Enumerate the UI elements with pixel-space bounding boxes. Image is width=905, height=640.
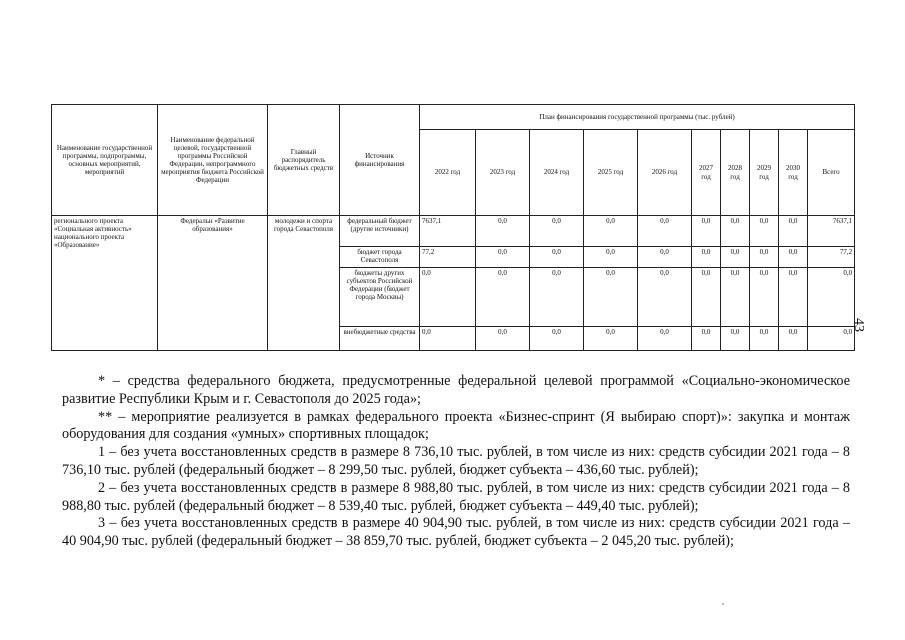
table-cell: 0,0 [476,327,530,351]
table-cell: 0,0 [779,247,808,268]
header-program-name: Наименование государственной программы, подпрограммы, основных мероприятий, мероприятий [52,105,158,216]
table-cell: 0,0 [476,247,530,268]
financing-table-wrapper [51,104,854,351]
footnote-business-sprint: ** – мероприятие реализуется в рамках федерального проекта «Бизнес-спринт (Я выбираю спорт)»: закупка и монтаж оборудования для создания «умных» спортивных площадок; [62,408,850,443]
table-cell: 0,0 [750,268,779,327]
table-cell: 7637,1 [420,216,476,247]
header-year: 2025 год [584,130,638,216]
footnote-3: 3 – без учета восстановленных средств в размере 40 904,90 тыс. рублей, в том числе из них: средств субсидии 2021 года – 40 904,90 тыс. рублей (федеральный бюджет – 38 859,70 тыс. рублей, бюджет субъекта – 2 045,20 тыс. рублей); [62,515,850,550]
table-cell: 0,0 [584,327,638,351]
table-cell: 0,0 [721,216,750,247]
table-cell: 0,0 [808,268,855,327]
header-total: Всего [808,130,855,216]
header-year: 2023 год [476,130,530,216]
header-distributor: Главный распорядитель бюджетных средств [268,105,340,216]
table-cell: 7637,1 [808,216,855,247]
table-cell: 0,0 [530,268,584,327]
financing-table [51,104,855,351]
table-cell: 0,0 [750,247,779,268]
table-cell: 0,0 [420,268,476,327]
header-source: Источник финансирования [340,105,420,216]
table-cell: 0,0 [721,268,750,327]
header-year: 2028 год [721,130,750,216]
header-year: 2027 год [692,130,721,216]
table-cell: 0,0 [750,327,779,351]
table-cell: 0,0 [638,247,692,268]
table-cell: 0,0 [638,216,692,247]
footnote-1: 1 – без учета восстановленных средств в размере 8 736,10 тыс. рублей, в том числе из них: средств субсидии 2021 года – 8 736,10 тыс. рублей (федеральный бюджет – 8 299,50 тыс. рублей, бюджет субъекта – 436,60 тыс. рублей); [62,444,850,478]
table-cell: 0,0 [692,247,721,268]
footnote-federal-budget: * – средства федерального бюджета, предусмотренные федеральной целевой программой «Социально-экономическое развитие Республики Крым и г. Севастополя до 2025 года»; [62,373,850,407]
cell-source: бюджеты других субъектов Российской Федерации (бюджет города Москвы) [340,268,420,327]
table-cell: 77,2 [420,247,476,268]
table-cell: 0,0 [779,216,808,247]
cell-program-name: регионального проекта «Социальная активность» национального проекта «Образование» [52,216,158,351]
table-cell: 0,0 [721,247,750,268]
cell-source: внебюджетные средства [340,327,420,351]
header-year: 2022 год [420,130,476,216]
table-cell: 0,0 [530,216,584,247]
table-cell: 0,0 [692,216,721,247]
table-cell: 0,0 [779,327,808,351]
table-cell: 0,0 [530,327,584,351]
table-cell: 0,0 [584,247,638,268]
table-cell: 0,0 [692,327,721,351]
header-year: 2029 год [750,130,779,216]
table-cell: 0,0 [530,247,584,268]
table-cell: 0,0 [420,327,476,351]
footnote-2: 2 – без учета восстановленных средств в размере 8 988,80 тыс. рублей, в том числе из них: средств субсидии 2021 года – 8 988,80 тыс. рублей (федеральный бюджет – 8 539,40 тыс. рублей, бюджет субъекта – 449,40 тыс. рублей); [62,479,850,514]
table-cell: 0,0 [750,216,779,247]
table-cell: 0,0 [638,268,692,327]
table-cell: 0,0 [692,268,721,327]
table-cell: 0,0 [476,216,530,247]
header-year: 2030 год [779,130,808,216]
cell-distributor: молодежи и спорта города Севастополя [268,216,340,351]
table-cell: 0,0 [584,268,638,327]
table-cell: 77,2 [808,247,855,268]
scan-speck [722,603,724,605]
cell-source: бюджет города Севастополя [340,247,420,268]
header-year: 2024 год [530,130,584,216]
table-cell: 0,0 [638,327,692,351]
table-cell: 0,0 [721,327,750,351]
header-federal-program: Наименование федеральной целевой, государственной программы Российской Федерации, непрограммного мероприятия бюджета Российской Федерации [158,105,268,216]
table-cell: 0,0 [584,216,638,247]
header-year: 2026 год [638,130,692,216]
cell-source: федеральный бюджет (другие источники) [340,216,420,247]
cell-federal-program: Федеральн «Развитие образования» [158,216,268,351]
header-financing-plan: План финансирования государственной программы (тыс. рублей) [420,105,855,130]
table-cell: 0,0 [476,268,530,327]
table-cell: 0,0 [779,268,808,327]
page-number: 43 [851,318,866,332]
footnotes [62,373,850,551]
table-cell: 0,0 [808,327,855,351]
